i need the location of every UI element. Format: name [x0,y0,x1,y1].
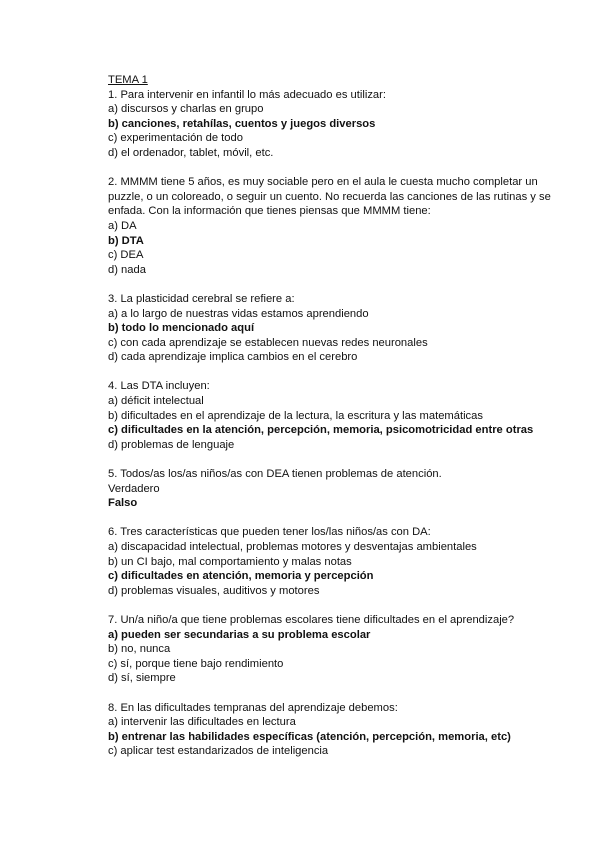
question-text: 3. La plasticidad cerebral se refiere a: [108,292,295,305]
question-list [108,88,560,759]
answer-option-correct: b) todo lo mencionado aquí [108,322,255,335]
document-title: TEMA 1 [108,74,148,86]
question-8 [108,701,560,759]
answer-option: c) DEA [108,249,144,262]
answer-option: a) discapacidad intelectual, problemas motores y desventajas ambientales [108,541,477,553]
answer-option: a) a lo largo de nuestras vidas estamos aprendiendo [108,307,369,320]
answer-option-correct: b) DTA [108,234,144,247]
answer-option-correct: c) dificultades en atención, memoria y percepción [108,570,374,583]
answer-option: Verdadero [108,482,160,495]
answer-option-correct: Falso [108,497,138,510]
answer-option: c) sí, porque tiene bajo rendimiento [108,657,284,670]
answer-option-correct: c) dificultades en la atención, percepción, memoria, psicomotricidad entre otras [108,424,534,437]
answer-option: c) experimentación de todo [108,132,243,145]
answer-option: d) nada [108,263,146,276]
answer-option-correct: b) entrenar las habilidades específicas (atención, percepción, memoria, etc) [108,730,511,743]
answer-option: d) el ordenador, tablet, móvil, etc. [108,146,274,159]
question-3 [108,292,560,365]
question-1 [108,88,560,161]
question-text: 2. MMMM tiene 5 años, es muy sociable pero en el aula le cuesta mucho completar un puzzle, o un coloreado, o seguir un cuento. No recuerda las canciones de las rutinas y se enfada. Con la información que tienes piensas que MMMM tiene: [108,176,551,218]
answer-option: d) sí, siempre [108,672,176,685]
answer-option: a) déficit intelectual [108,395,204,408]
question-text: 6. Tres características que pueden tener los/las niños/as con DA: [108,526,431,539]
question-5 [108,467,560,511]
question-6 [108,525,560,598]
answer-option: c) con cada aprendizaje se establecen nuevas redes neuronales [108,336,428,349]
answer-option: c) aplicar test estandarizados de inteligencia [108,745,329,758]
answer-option: a) intervenir las dificultades en lectura [108,716,296,729]
question-text: 1. Para intervenir en infantil lo más adecuado es utilizar: [108,88,386,101]
answer-option: b) un CI bajo, mal comportamiento y malas notas [108,555,352,568]
question-2 [108,175,560,277]
answer-option: b) no, nunca [108,643,171,656]
question-text: 4. Las DTA incluyen: [108,380,210,393]
answer-option: a) DA [108,219,137,232]
answer-option: d) problemas de lenguaje [108,438,235,451]
question-4 [108,379,560,452]
answer-option: b) dificultades en el aprendizaje de la lectura, la escritura y las matemáticas [108,409,483,422]
question-text: 8. En las dificultades tempranas del aprendizaje debemos: [108,701,398,714]
answer-option: d) problemas visuales, auditivos y motores [108,584,320,597]
question-7 [108,613,560,686]
answer-option-correct: b) canciones, retahílas, cuentos y juegos diversos [108,117,376,130]
answer-option: a) discursos y charlas en grupo [108,103,264,116]
answer-option-correct: a) pueden ser secundarias a su problema escolar [108,628,371,641]
question-text: 7. Un/a niño/a que tiene problemas escolares tiene dificultades en el aprendizaje? [108,613,515,626]
answer-option: d) cada aprendizaje implica cambios en el cerebro [108,351,358,364]
question-text: 5. Todos/as los/as niños/as con DEA tienen problemas de atención. [108,468,442,481]
